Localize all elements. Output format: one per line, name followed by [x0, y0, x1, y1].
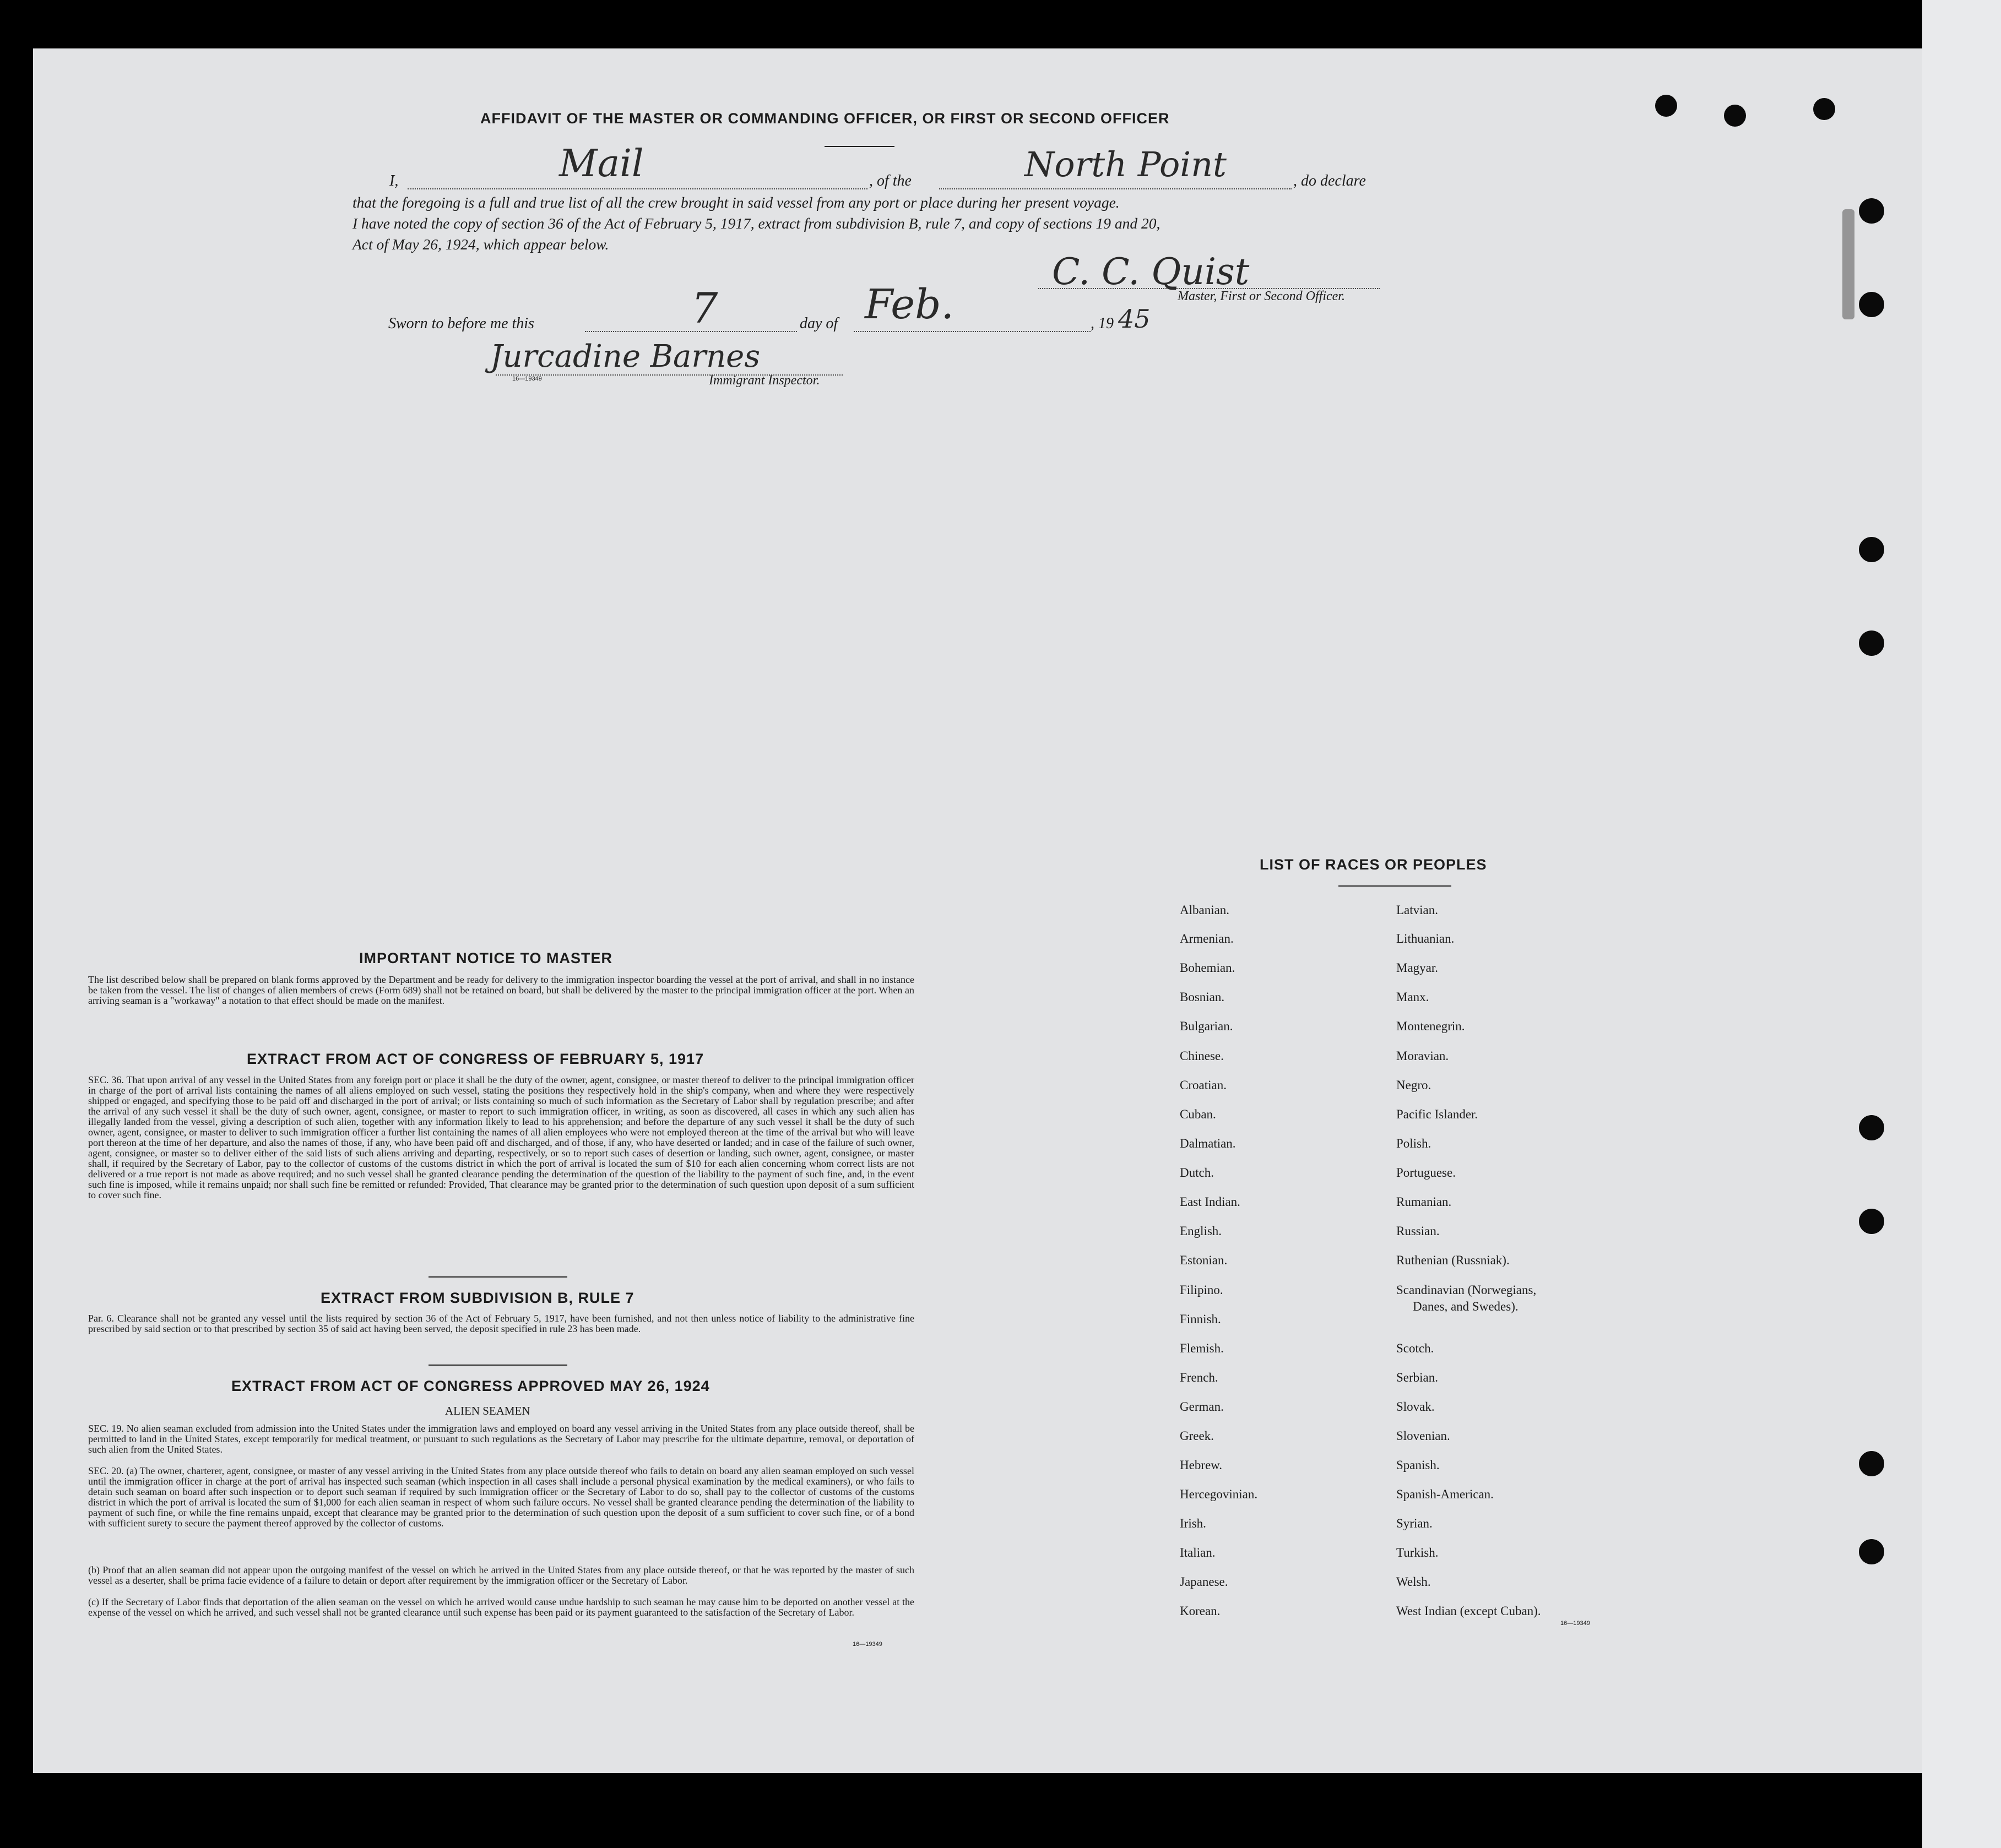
punch-hole	[1813, 98, 1835, 120]
extract-1924-sec19: SEC. 19. No alien seaman excluded from admission into the United States under the immigration laws and employed on board any vessel arriving in the United States from any place outside thereof, shall be permitted to land in the United States, except temporarily for medical treatment, or pursuant to such regulations as the Secretary of Labor may prescribe for the ultimate departure, removal, or deportation of such alien from the United States.	[88, 1423, 914, 1455]
race-item: Finnish.	[1180, 1312, 1221, 1326]
race-item: Manx.	[1396, 990, 1429, 1004]
extract-1924-title: EXTRACT FROM ACT OF CONGRESS APPROVED MAY 26, 1924	[231, 1378, 710, 1394]
race-item: Welsh.	[1396, 1575, 1431, 1589]
punch-hole	[1859, 1451, 1884, 1476]
race-item: Moravian.	[1396, 1049, 1449, 1063]
punch-hole	[1859, 537, 1884, 562]
race-item: Filipino.	[1180, 1283, 1223, 1297]
race-item: Pacific Islander.	[1396, 1107, 1478, 1121]
race-item: Dalmatian.	[1180, 1137, 1236, 1150]
race-item: Montenegrin.	[1396, 1019, 1465, 1033]
affidavit-title: AFFIDAVIT OF THE MASTER OR COMMANDING OFFICER, OR FIRST OR SECOND OFFICER	[480, 110, 1170, 127]
binding-tear	[1842, 209, 1854, 319]
title-rule	[825, 146, 894, 147]
race-item: Bosnian.	[1180, 990, 1225, 1004]
race-item: Portuguese.	[1396, 1166, 1456, 1180]
divider	[429, 1365, 567, 1366]
race-item: East Indian.	[1180, 1195, 1240, 1209]
master-signature: C. C. Quist	[1052, 251, 1250, 293]
race-item: Irish.	[1180, 1517, 1206, 1530]
vessel-line	[939, 188, 1292, 189]
race-item: Spanish.	[1396, 1458, 1440, 1472]
extract-1924-sec20a: SEC. 20. (a) The owner, charterer, agent, consignee, or master of any vessel arriving in the United States from any place outside thereof who fails to detain on board any alien seaman employed on such vessel until the immigration officer in charge at the port of arrival has inspected such seaman (which inspection in all cases shall include a personal physical examination by the medical examiners), or who fails to detain such seaman on board after such inspection or to deport such seaman if required by such immigration officer or the Secretary of Labor to do so, shall pay to the collector of customs of the customs district in which the port of arrival is located the sum of $1,000 for each alien seaman in respect of whom such failure occurs. No vessel shall be granted clearance pending the determination of the liability to payment of such fine, or while the fine remains unpaid, except that clearance may be granted prior to the determination of such question upon the deposit of a sum sufficient to cover such fine, or of a bond with sufficient surety to secure the payment thereof approved by the collector of customs.	[88, 1465, 914, 1529]
race-item: Scotch.	[1396, 1341, 1434, 1355]
punch-hole	[1724, 105, 1746, 127]
race-item: Negro.	[1396, 1078, 1431, 1092]
form-number: 16—19349	[512, 376, 542, 382]
name-line	[408, 188, 867, 189]
race-item: Spanish-American.	[1396, 1487, 1494, 1501]
punch-hole	[1859, 198, 1884, 224]
race-item: Korean.	[1180, 1604, 1221, 1618]
divider	[429, 1276, 567, 1278]
year-suffix: 45	[1118, 304, 1151, 334]
race-item: Serbian.	[1396, 1371, 1439, 1384]
race-item: Syrian.	[1396, 1517, 1433, 1530]
punch-hole	[1859, 1209, 1884, 1234]
extract-1917-text: SEC. 36. That upon arrival of any vessel in the United States from any foreign port or place it shall be the duty of the owner, agent, consignee, or master thereof to deliver to the principal immigration officer in charge of the port of arrival lists containing the names of all aliens employed on such vessel, stating the positions they respectively hold in the ship's company, when and where they were respectively shipped or engaged, and specifying those to be paid off and discharged in the port of arrival; or lists containing so much of such information as the Secretary of Labor shall by regulation prescribe; and after the arrival of any such vessel it shall be the duty of such owner, agent, consignee, or master to report to such immigration officer, in writing, as soon as discovered, all cases in which any such alien has illegally landed from the vessel, giving a description of such alien, together with any information likely to lead to his apprehension; and before the departure of any such vessel it shall be the duty of such owner, agent, consignee, or master to deliver to such immigration officer a further list containing the names of all alien employees who were not employed thereon at the time of the arrival but who will leave port thereon at the time of her departure, and also the names of those, if any, who have been paid off and discharged, and of those, if any, who have deserted or landed; and in case of the failure of such owner, agent, consignee, or master so to deliver either of the said lists of such aliens arriving and departing, respectively, or so to report such cases of desertion or landing, such owner, agent, consignee, or master shall, if required by the Secretary of Labor, pay to the collector of customs of the customs district in which the port of arrival is located the sum of $10 for each alien concerning whom correct lists are not delivered or a true report is not made as above required; and no such vessel shall be granted clearance pending the determination of the question of the liability to the payment of such fine, and, in the event such fine is imposed, while it remains unpaid; nor shall such fine be remitted or refunded: Provided, That clearance may be granted prior to the determination of such question upon deposit of a sum sufficient to cover such fine.	[88, 1074, 914, 1200]
race-item: Turkish.	[1396, 1546, 1439, 1559]
punch-hole	[1859, 292, 1884, 317]
race-item: Flemish.	[1180, 1341, 1224, 1355]
notice-title: IMPORTANT NOTICE TO MASTER	[359, 950, 612, 966]
race-item: Estonian.	[1180, 1253, 1228, 1267]
race-item: Hercegovinian.	[1180, 1487, 1258, 1501]
day-of-label: day of	[800, 315, 838, 332]
race-item: West Indian (except Cuban).	[1396, 1604, 1541, 1618]
race-item: Dutch.	[1180, 1166, 1214, 1180]
affidavit-line-2: that the foregoing is a full and true list of all the crew brought in said vessel from any port or place during her present voyage.	[353, 194, 1120, 211]
race-item: English.	[1180, 1224, 1222, 1238]
of-the-label: , of the	[869, 172, 912, 189]
extract-rule7-title: EXTRACT FROM SUBDIVISION B, RULE 7	[321, 1290, 635, 1306]
punch-hole	[1655, 95, 1677, 117]
affidavit-line-4: Act of May 26, 1924, which appear below.	[353, 236, 609, 253]
sworn-month: Feb.	[865, 281, 954, 328]
race-item: Polish.	[1396, 1137, 1431, 1150]
race-item: Lithuanian.	[1396, 932, 1455, 945]
master-caption: Master, First or Second Officer.	[1178, 289, 1345, 303]
inspector-signature: Jurcadine Barnes	[490, 339, 761, 374]
race-item: Slovenian.	[1396, 1429, 1450, 1443]
race-item: Armenian.	[1180, 932, 1234, 945]
race-item: Hebrew.	[1180, 1458, 1223, 1472]
extract-rule7-text: Par. 6. Clearance shall not be granted any vessel until the lists required by section 36 of the Act of February 5, 1917, have been furnished, and not then unless notice of liability to the administrative fine prescribed by said section or to that prescribed by section 35 of said act having been served, the deposit specified in rule 23 has been made.	[88, 1313, 914, 1334]
affidavit-line-3: I have noted the copy of section 36 of the Act of February 5, 1917, extract from subdivision B, rule 7, and copy of sections 19 and 20,	[353, 215, 1161, 232]
race-item: German.	[1180, 1400, 1224, 1414]
race-item: Cuban.	[1180, 1107, 1216, 1121]
alien-seamen-subtitle: ALIEN SEAMEN	[445, 1404, 530, 1417]
race-item: Croatian.	[1180, 1078, 1227, 1092]
punch-hole	[1859, 631, 1884, 656]
adjacent-page-edge	[1922, 0, 2001, 1848]
punch-hole	[1859, 1539, 1884, 1564]
form-number: 16—19349	[1560, 1620, 1590, 1627]
affidavit-i: I,	[389, 172, 399, 189]
race-item: Scandinavian (Norwegians,	[1396, 1283, 1537, 1297]
form-number: 16—19349	[853, 1641, 882, 1648]
race-item: Slovak.	[1396, 1400, 1435, 1414]
inspector-caption: Immigrant Inspector.	[709, 373, 820, 388]
race-item: Italian.	[1180, 1546, 1216, 1559]
punch-hole	[1859, 1115, 1884, 1140]
race-item: Rumanian.	[1396, 1195, 1452, 1209]
race-item: Danes, and Swedes).	[1413, 1300, 1519, 1313]
race-item: Greek.	[1180, 1429, 1214, 1443]
race-item: Bulgarian.	[1180, 1019, 1233, 1033]
race-item: Bohemian.	[1180, 961, 1235, 975]
races-rule	[1338, 885, 1451, 887]
race-item: Ruthenian (Russniak).	[1396, 1253, 1510, 1267]
year-prefix: , 19	[1091, 315, 1114, 332]
declarant-name: Mail	[559, 142, 644, 186]
extract-1917-title: EXTRACT FROM ACT OF CONGRESS OF FEBRUARY 5, 1917	[247, 1051, 704, 1067]
declare-label: , do declare	[1293, 172, 1366, 189]
month-line	[854, 331, 1091, 332]
race-item: Albanian.	[1180, 903, 1230, 917]
races-title: LIST OF RACES OR PEOPLES	[1260, 856, 1487, 873]
notice-text: The list described below shall be prepared on blank forms approved by the Department and be ready for delivery to the immigration inspector boarding the vessel at the port of arrival, and shall in no instance be taken from the vessel. The list of changes of alien members of crews (Form 689) shall not be retained on board, but shall be delivered by the master to the principal immigration officer at the port. When an arriving seaman is a "workaway" a notation to that effect should be made on the manifest.	[88, 974, 914, 1006]
vessel-name: North Point	[1024, 144, 1227, 184]
race-item: Japanese.	[1180, 1575, 1228, 1589]
race-item: Chinese.	[1180, 1049, 1224, 1063]
extract-1924-sec20c: (c) If the Secretary of Labor finds that deportation of the alien seaman on the vessel on which he arrived would cause undue hardship to such seaman he may cause him to be deported on another vessel at the expense of the vessel on which he arrived, and such vessel shall not be granted clearance until such expense has been paid or its payment guaranteed to the satisfaction of the Secretary of Labor.	[88, 1596, 914, 1618]
race-item: Magyar.	[1396, 961, 1439, 975]
sworn-label: Sworn to before me this	[388, 315, 534, 332]
race-item: Latvian.	[1396, 903, 1438, 917]
race-item: French.	[1180, 1371, 1218, 1384]
race-item: Russian.	[1396, 1224, 1440, 1238]
extract-1924-sec20b: (b) Proof that an alien seaman did not appear upon the outgoing manifest of the vessel on which he arrived in the United States from any place outside thereof, or that he was reported by the master of such vessel as a deserter, shall be prima facie evidence of a failure to detain or deport after requirement by the immigration officer or the Secretary of Labor.	[88, 1564, 914, 1586]
sworn-day: 7	[691, 284, 718, 333]
